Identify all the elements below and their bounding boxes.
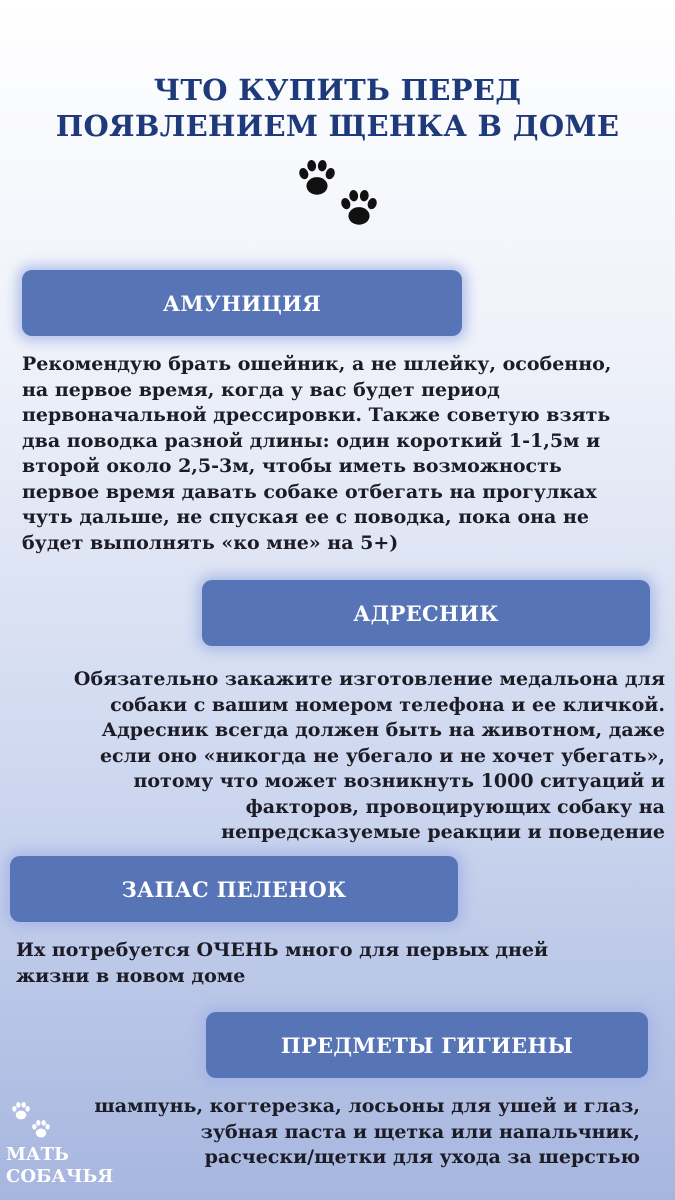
text-line: собаки с вашим номером телефона и ее кличкой.: [110, 693, 665, 716]
page-title-line-2: ПОЯВЛЕНИЕМ ЩЕНКА В ДОМЕ: [55, 109, 620, 143]
paw-print-icon: [337, 186, 381, 230]
paw-prints-icon: [6, 1100, 146, 1144]
text-line: жизни в новом доме: [16, 964, 246, 987]
section-heading-diapers: [10, 856, 458, 922]
text-line: первоначальной дрессировки. Также советую взять: [22, 404, 611, 426]
text-line: Обязательно закажите изготовление медальона для: [73, 668, 665, 690]
text-line: непредсказуемые реакции и поведение: [221, 821, 665, 843]
section-heading-hygiene: [206, 1012, 648, 1078]
text-line: потому что может возникнуть 1000 ситуаций и: [133, 770, 665, 792]
brand-logo: [6, 1100, 146, 1188]
section-heading-label: ЗАПАС ПЕЛЕНОК: [121, 876, 347, 902]
text-line: Рекомендую брать ошейник, а не шлейку, особенно,: [22, 353, 612, 375]
section-heading-label: АДРЕСНИК: [353, 600, 499, 626]
section-text-hygiene: [94, 1094, 640, 1171]
section-text-ammunition: [22, 352, 611, 556]
text-line: будет выполнять «ко мне» на 5+): [22, 531, 399, 554]
text-line: факторов, провоцирующих собаку на: [245, 795, 665, 818]
paw-print-icon: [295, 156, 339, 200]
text-line: зубная паста и щетка или напальчник,: [200, 1120, 640, 1143]
section-text-address-tag: [74, 667, 665, 846]
text-line: на первое время, когда у вас будет период: [22, 378, 500, 401]
section-heading-address-tag: [202, 580, 650, 646]
section-heading-ammunition: [22, 270, 462, 336]
text-line: расчески/щетки для ухода за шерстью: [204, 1146, 640, 1168]
text-line: первое время давать собаке отбегать на прогулках: [22, 480, 597, 503]
text-line: второй около 2,5-3м, чтобы иметь возможность: [22, 455, 562, 477]
page-title-line-1: ЧТО КУПИТЬ ПЕРЕД: [153, 73, 522, 107]
paw-print-icon: [30, 1118, 52, 1140]
section-heading-label: ПРЕДМЕТЫ ГИГИЕНЫ: [280, 1032, 574, 1058]
section-text-diapers: [16, 938, 548, 989]
page-title: [0, 72, 675, 144]
text-line: шампунь, когтерезка, лосьоны для ушей и глаз,: [94, 1095, 640, 1117]
text-line: Их потребуется ОЧЕНЬ много для первых дней: [16, 939, 549, 961]
text-line: Адресник всегда должен быть на животном, даже: [101, 719, 665, 741]
paw-print-icon: [10, 1100, 32, 1122]
text-line: если оно «никогда не убегало и не хочет убегать»,: [99, 744, 665, 767]
logo-line-1: МАТЬ: [6, 1144, 69, 1165]
text-line: два поводка разной длины: один короткий 1-1,5м и: [22, 429, 601, 452]
logo-line-2: СОБАЧЬЯ: [6, 1166, 114, 1187]
text-line: чуть дальше, не спуская ее с поводка, пока она не: [22, 506, 589, 528]
section-heading-label: АМУНИЦИЯ: [162, 290, 322, 316]
